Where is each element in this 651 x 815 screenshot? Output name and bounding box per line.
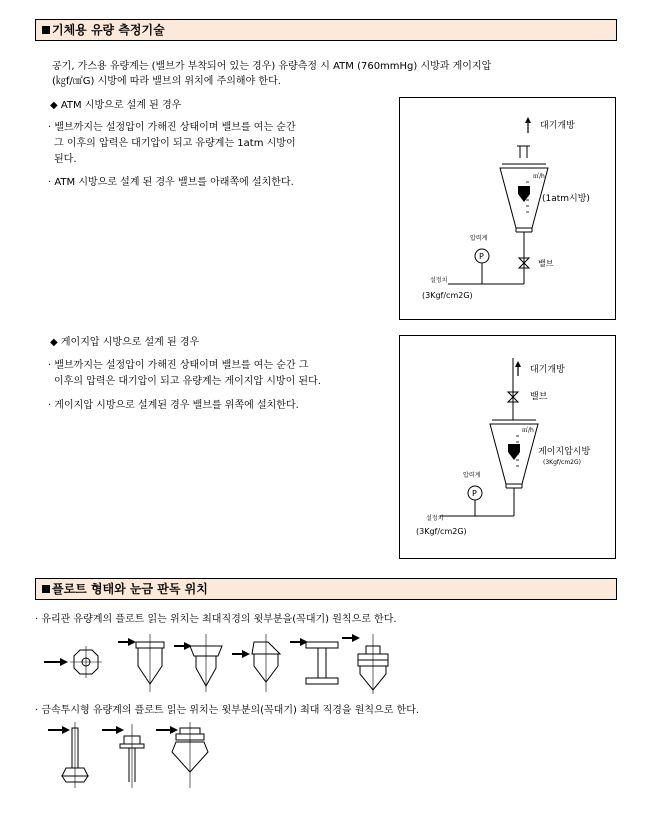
gauge-label-top: 대기개방 — [530, 365, 565, 375]
gauge-diagram-svg — [400, 336, 615, 558]
atm-unit-label: ㎥/h — [533, 173, 545, 180]
gauge-spec-unit-label: (3Kgf/cm2G) — [543, 459, 581, 466]
intro-text-1: 공기, 가스용 유량계는 (밸브가 부착되어 있는 경우) 유량측정 시 ATM (760mmHg) 시방과 게이지압 — [52, 61, 492, 72]
gauge-bullet1-line1: · 밸브까지는 설정압이 가해진 상태이며 밸브를 여는 순간 그 — [48, 360, 309, 371]
atm-flowmeter-diagram — [399, 97, 616, 320]
svg-text:P: P — [479, 252, 484, 261]
gauge-bullet2: · 게이지압 시방으로 설계된 경우 밸브를 위쪽에 설치한다. — [48, 400, 299, 411]
atm-bullet1-line2: 그 이후의 압력은 대기압이 되고 유량계는 1atm 시방이 — [54, 138, 296, 149]
svg-text:P: P — [472, 489, 477, 498]
section-heading-gas-flow — [35, 19, 617, 41]
atm-pressure-label: (3Kgf/cm2G) — [422, 291, 473, 300]
atm-set-label: 설정치 — [430, 277, 448, 284]
atm-gauge-label: 압력계 — [470, 235, 488, 242]
section-title: 플로트 형태와 눈금 판독 위치 — [52, 582, 208, 596]
metal-float-shapes — [44, 722, 244, 790]
atm-bullet2: · ATM 시방으로 설계 된 경우 밸브를 아래쪽에 설치한다. — [48, 177, 294, 188]
gauge-spec-label: 게이지압시방 — [538, 447, 591, 457]
square-bullet-icon — [42, 26, 50, 34]
gauge-unit-label: ㎥/h — [522, 427, 534, 434]
atm-valve-label: 밸브 — [538, 259, 554, 268]
metal-tube-reading-line: · 금속투시형 유량계의 플로트 읽는 위치는 윗부분의(꼭대기) 최대 직경을 원칙으로 한다. — [35, 705, 420, 716]
gauge-pressure-label: (3Kgf/cm2G) — [416, 527, 467, 536]
glass-float-shapes — [40, 632, 410, 698]
atm-bullet1-line1: · 밸브까지는 설정압이 가해진 상태이며 밸브를 여는 순간 — [48, 122, 296, 133]
gauge-flowmeter-diagram — [399, 335, 616, 559]
atm-diagram-svg — [400, 98, 615, 319]
square-bullet-icon — [42, 585, 50, 593]
atm-case-heading: ◆ ATM 시방으로 설계 된 경우 — [50, 100, 182, 111]
atm-label-top: 대기개방 — [540, 121, 575, 131]
gauge-valve-label: 밸브 — [530, 392, 548, 402]
glass-tube-reading-line: · 유리관 유량계의 플로트 읽는 위치는 최대직경의 윗부분을(꼭대기) 원칙으로 한다. — [35, 614, 397, 625]
atm-bullet1-line3: 된다. — [54, 154, 77, 165]
gauge-bullet1-line2: 이후의 압력은 대기압이 되고 유량계는 게이지압 시방이 된다. — [54, 376, 321, 387]
atm-spec-label: (1atm시방) — [542, 194, 590, 204]
section-heading-float-reading — [35, 578, 617, 600]
intro-line-1 — [52, 59, 491, 75]
section-title: 기체용 유량 측정기술 — [52, 23, 165, 37]
gauge-case-heading: ◆ 게이지압 시방으로 설계 된 경우 — [50, 337, 200, 348]
intro-line-2: (㎏f/㎠G) 시방에 따라 밸브의 위치에 주의해야 한다. — [52, 76, 281, 87]
gauge-gauge-label: 압력계 — [463, 472, 481, 479]
gauge-set-label: 설정치 — [426, 515, 444, 522]
